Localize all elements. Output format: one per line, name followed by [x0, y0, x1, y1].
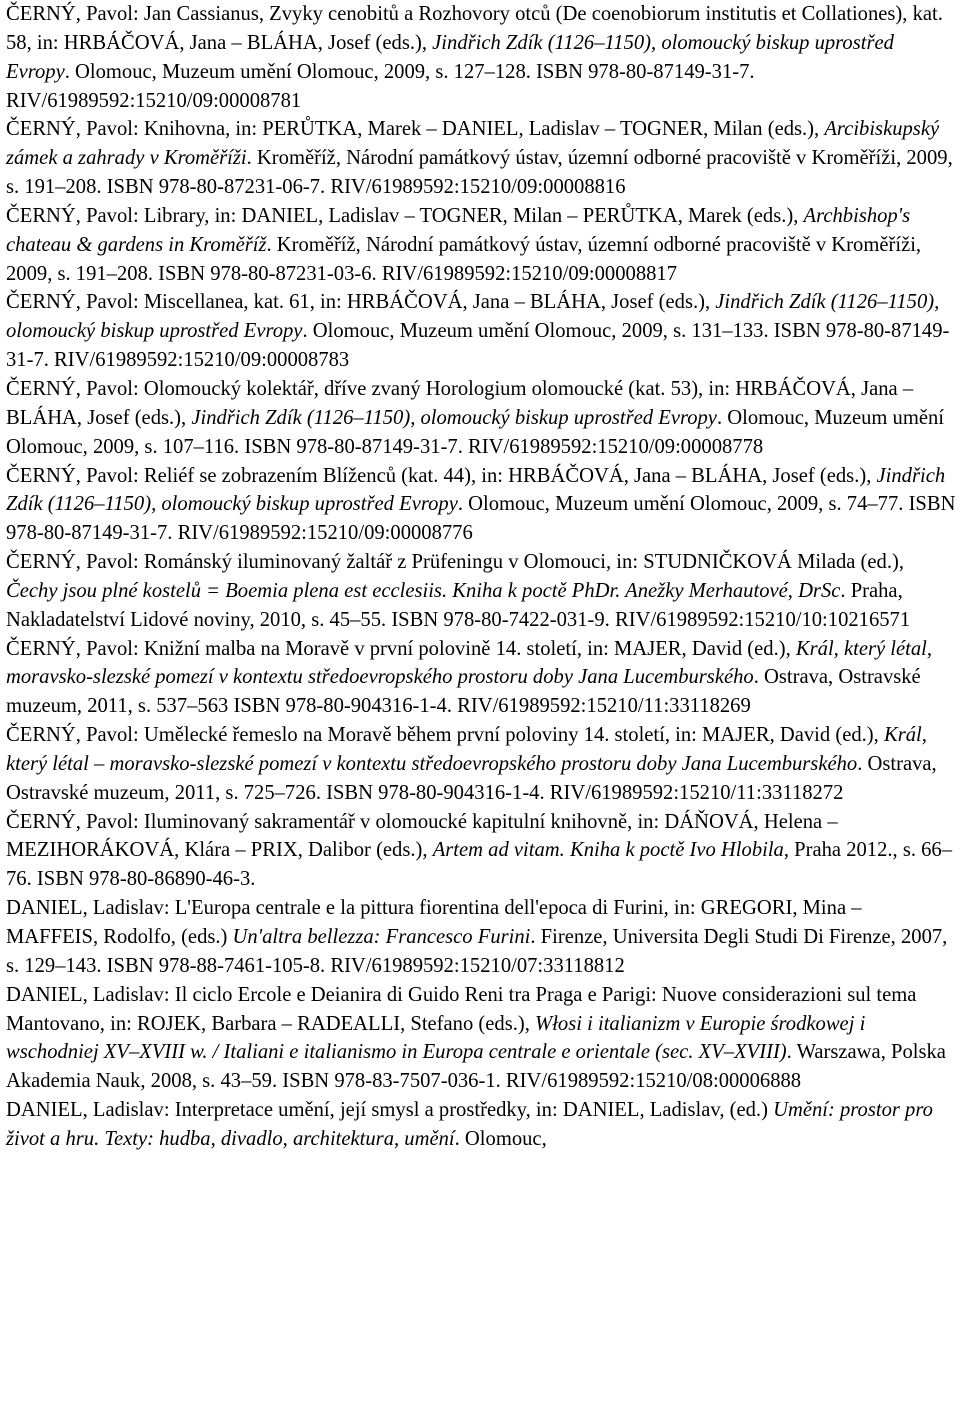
- publication-title: Čechy jsou plné kostelů = Boemia plena est ecclesiis. Kniha k poctě PhDr. Anežky Merhautové, DrSc: [6, 579, 841, 602]
- entry-text: ČERNÝ, Pavol: Library, in: DANIEL, Ladislav – TOGNER, Milan – PERŮTKA, Marek (eds.),: [6, 204, 804, 227]
- entry-text: DANIEL, Ladislav: Il ciclo Ercole e Deianira di Guido Reni tra Praga e Parigi: Nuove considerazioni sul tema Mantovano, in: ROJEK, Barbara – RADEALLI, Stefano (eds.),: [6, 983, 917, 1035]
- publication-title: Jindřich Zdík (1126–1150), olomoucký biskup uprostřed Evropy: [191, 406, 717, 429]
- entry-text: . Warszawa, Polska Akademia Nauk, 2008, s. 43–59. ISBN 978-83-7507-036-1. RIV/61989592:15210/08:00006888: [6, 1041, 946, 1093]
- bibliography-entry: [6, 375, 956, 462]
- entry-text: DANIEL, Ladislav: Interpretace umění, její smysl a prostředky, in: DANIEL, Ladislav, (ed.): [6, 1099, 774, 1122]
- publication-title: Jindřich Zdík (1126–1150), olomoucký biskup uprostřed Evropy: [6, 464, 946, 516]
- entry-text: . Ostrava, Ostravské muzeum, 2011, s. 537–563 ISBN 978-80-904316-1-4. RIV/61989592:15210/11:33118269: [6, 666, 921, 718]
- bibliography-entry: [6, 1096, 956, 1154]
- bibliography-entry: [6, 808, 956, 895]
- bibliography-entry: [6, 288, 956, 375]
- bibliography-entry: [6, 548, 956, 635]
- bibliography-entry: [6, 635, 956, 722]
- entry-text: . Ostrava, Ostravské muzeum, 2011, s. 725–726. ISBN 978-80-904316-1-4. RIV/61989592:15210/11:33118272: [6, 752, 937, 804]
- bibliography-entry: [6, 202, 956, 289]
- publication-title: Arcibiskupský zámek a zahrady v Kroměříži: [6, 118, 940, 170]
- entry-text: ČERNÝ, Pavol: Umělecké řemeslo na Moravě během první poloviny 14. století, in: MAJER, David (ed.),: [6, 724, 884, 747]
- entry-text: . Kroměříž, Národní památkový ústav, územní odborné pracoviště v Kroměříži, 2009, s. 191–208. ISBN 978-80-87231-03-6. RIV/61989592:15210/09:00008817: [6, 233, 922, 285]
- entry-text: . Olomouc, Muzeum umění Olomouc, 2009, s. 107–116. ISBN 978-80-87149-31-7. RIV/61989592:15210/09:00008778: [6, 406, 945, 458]
- bibliography-entry: [6, 115, 956, 202]
- entry-text: . Praha, Nakladatelství Lidové noviny, 2010, s. 45–55. ISBN 978-80-7422-031-9. RIV/61989592:15210/10:10216571: [6, 579, 911, 631]
- bibliography-entry: [6, 721, 956, 808]
- entry-text: ČERNÝ, Pavol: Románský iluminovaný žaltář z Prüfeningu v Olomouci, in: STUDNIČKOVÁ Milada (ed.),: [6, 551, 905, 574]
- publication-title: Král, který létal, moravsko-slezské pomezí v kontextu středoevropského prostoru doby Jana Lucemburského: [6, 637, 933, 689]
- entry-text: ČERNÝ, Pavol: Knihovna, in: PERŮTKA, Marek – DANIEL, Ladislav – TOGNER, Milan (eds.),: [6, 118, 825, 141]
- publication-title: Archbishop's chateau & gardens in Kroměříž: [6, 204, 911, 256]
- publication-title: Artem ad vitam. Kniha k poctě Ivo Hlobila: [432, 839, 784, 862]
- bibliography-entry: [6, 894, 956, 981]
- entry-text: ČERNÝ, Pavol: Jan Cassianus, Zvyky cenobitů a Rozhovory otců (De coenobiorum institutis et Collationes), kat. 58, in: HRBÁČOVÁ, Jana – BLÁHA, Josef (eds.),: [6, 3, 943, 54]
- publication-title: Włosi i italianizm v Europie środkowej i wschodniej XV–XVIII w. / Italiani e italianismo in Europa centrale e orientale (sec. XV–XVIII): [6, 1012, 866, 1064]
- entry-text: ČERNÝ, Pavol: Olomoucký kolektář, dříve zvaný Horologium olomoucké (kat. 53), in: HRBÁČOVÁ, Jana – BLÁHA, Josef (eds.),: [6, 377, 914, 429]
- entry-text: ČERNÝ, Pavol: Reliéf se zobrazením Blíženců (kat. 44), in: HRBÁČOVÁ, Jana – BLÁHA, Josef (eds.),: [6, 464, 877, 487]
- entry-text: ČERNÝ, Pavol: Knižní malba na Moravě v první polovině 14. století, in: MAJER, David (ed.),: [6, 637, 796, 660]
- entry-text: . Firenze, Universita Degli Studi Di Firenze, 2007, s. 129–143. ISBN 978-88-7461-105-8. RIV/61989592:15210/07:33118812: [6, 926, 948, 977]
- entry-text: ČERNÝ, Pavol: Miscellanea, kat. 61, in: HRBÁČOVÁ, Jana – BLÁHA, Josef (eds.),: [6, 291, 716, 314]
- bibliography-entry: [6, 462, 956, 549]
- entry-text: . Kroměříž, Národní památkový ústav, územní odborné pracoviště v Kroměříži, 2009, s. 191–208. ISBN 978-80-87231-06-7. RIV/61989592:15210/09:00008816: [6, 147, 953, 199]
- publication-title: Umění: prostor pro život a hru. Texty: hudba, divadlo, architektura, umění: [6, 1099, 933, 1150]
- entry-text: , Praha 2012., s. 66–76. ISBN 978-80-86890-46-3.: [6, 839, 953, 891]
- entry-text: DANIEL, Ladislav: L'Europa centrale e la pittura fiorentina dell'epoca di Furini, in: GREGORI, Mina – MAFFEIS, Rodolfo, (eds.): [6, 897, 862, 948]
- entry-text: . Olomouc, Muzeum umění Olomouc, 2009, s. 131–133. ISBN 978-80-87149-31-7. RIV/61989592:15210/09:00008783: [6, 320, 950, 372]
- bibliography-entry: [6, 981, 956, 1096]
- publication-title: Jindřich Zdík (1126–1150), olomoucký biskup uprostřed Evropy: [6, 291, 940, 343]
- bibliography-entry: [6, 0, 956, 115]
- publication-title: Jindřich Zdík (1126–1150), olomoucký biskup uprostřed Evropy: [6, 31, 894, 83]
- entry-text: . Olomouc, Muzeum umění Olomouc, 2009, s. 74–77. ISBN 978-80-87149-31-7. RIV/61989592:15210/09:00008776: [6, 493, 956, 545]
- entry-text: . Olomouc,: [454, 1127, 547, 1150]
- publication-title: Un'altra bellezza: Francesco Furini: [232, 926, 531, 948]
- publication-title: Král, který létal – moravsko-slezské pomezí v kontextu středoevropského prostoru doby Jana Lucemburského: [6, 724, 927, 775]
- entry-text: . Olomouc, Muzeum umění Olomouc, 2009, s. 127–128. ISBN 978-80-87149-31-7. RIV/61989592:15210/09:00008781: [6, 60, 755, 112]
- entry-text: ČERNÝ, Pavol: Iluminovaný sakramentář v olomoucké kapitulní knihovně, in: DÁŇOVÁ, Helena – MEZIHORÁKOVÁ, Klára – PRIX, Dalibor (eds.),: [6, 810, 838, 862]
- bibliography-list: [6, 0, 956, 1154]
